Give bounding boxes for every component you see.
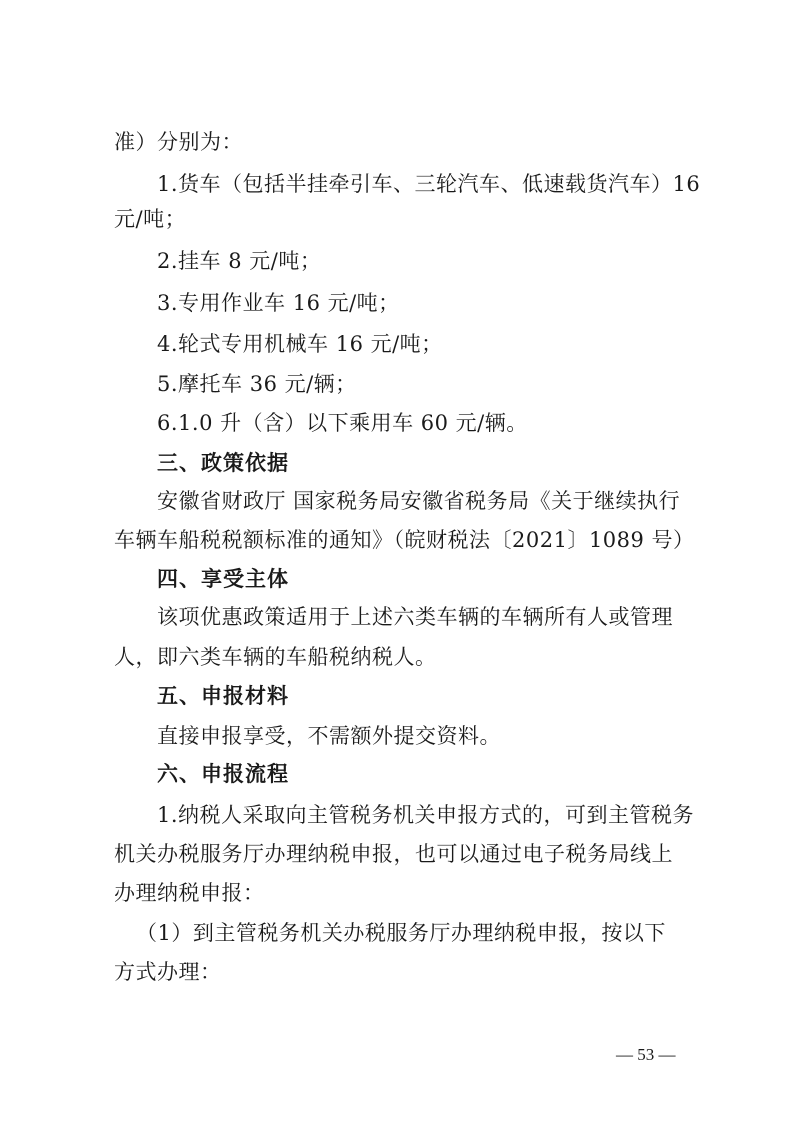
text-line: 1.货车（包括半挂牵引车、三轮汽车、低速载货汽车）16 [157,172,701,196]
section-heading: 三、政策依据 [157,451,289,475]
page-number: — 53 — [616,1045,676,1064]
text-line: 安徽省财政厅 国家税务局安徽省税务局《关于继续执行 [157,489,681,513]
text-line: 方式办理： [114,960,222,984]
section-heading: 五、申报材料 [157,684,289,708]
text-line: 车辆车船税税额标准的通知》（皖财税法〔2021〕1089 号） [114,528,695,552]
text-line: 6.1.0 升（含）以下乘用车 60 元/辆。 [157,411,528,435]
text-line: 2.挂车 8 元/吨； [157,249,322,273]
text-line: 准）分别为： [114,130,243,154]
text-line: （1）到主管税务机关办税服务厅办理纳税申报，按以下 [136,921,666,945]
section-heading: 六、申报流程 [157,762,289,786]
text-line: 人，即六类车辆的车船税纳税人。 [114,645,437,669]
text-line: 元/吨； [114,207,187,231]
text-line: 直接申报享受，不需额外提交资料。 [157,724,501,748]
text-line: 该项优惠政策适用于上述六类车辆的车辆所有人或管理 [157,605,673,629]
text-line: 3.专用作业车 16 元/吨； [157,291,400,315]
section-heading: 四、享受主体 [157,567,289,591]
text-line: 5.摩托车 36 元/辆； [157,372,357,396]
text-line: 1.纳税人采取向主管税务机关申报方式的，可到主管税务 [157,803,695,827]
text-line: 4.轮式专用机械车 16 元/吨； [157,332,443,356]
text-line: 机关办税服务厅办理纳税申报，也可以通过电子税务局线上 [114,842,673,866]
text-line: 办理纳税申报： [114,881,265,905]
